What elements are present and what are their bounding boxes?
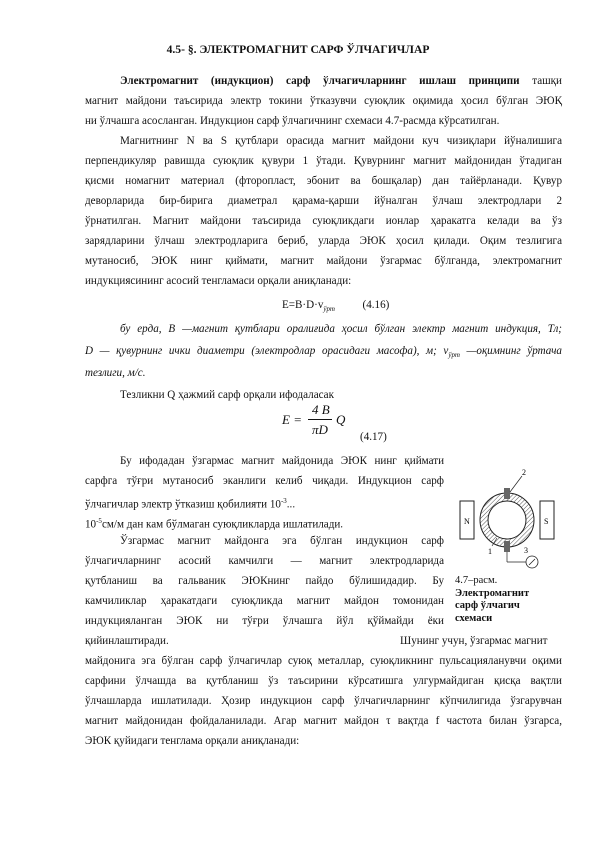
velocity-subscript: ўрт [448,351,460,360]
formula-4-17-lhs: E = [282,412,302,427]
paragraph-2-line: зарядларини ўлчаш электродларига бериб, уларда ЭЮК ҳосил қилади. Оқим тезлигига [85,235,562,247]
paragraph-5-line [85,514,343,532]
paragraph-5-line-4-text: см/м дан кам бўлмаган суюқликларда ишлатилади. [101,518,344,531]
paragraph-5-ellipsis: ... [286,498,296,511]
paragraph-2-line: мутаносиб, ЭЮК нинг қиймати, магнит майдони ўзгармас бўлганда, электромагнит [85,255,562,267]
caption-line: схемаси [455,612,493,624]
figure-caption [455,575,529,625]
label-3: 3 [524,546,528,555]
paragraph-1-line-3: ни ўлчашга асосланган. Индукцион сарф ўлчагичнинг схемаси 4.7-расмда кўрсатилган. [85,115,500,127]
label-s: S [544,517,549,526]
formula-4-17-numerator: 4 B [312,402,330,417]
formula-4-16-number: (4.16) [362,299,390,311]
paragraph-5-line [85,494,295,512]
exponent-1: -3 [280,497,287,505]
paragraph-2-line: перпендикуляр равишда суюқлик қувури 1 ўтади. Қувурнинг магнит майдонидан ўтадиган [85,155,562,167]
paragraph-5-line-3-text: ўлчагичлар электр ўтказиш қобилияти 10 [85,498,281,511]
paragraph-5-line: сарфга тўғри мутаносиб эканлиги келиб чиқади. Индукцион сарф [85,475,444,487]
pipe-bore [488,501,526,539]
section-heading: 4.5- §. ЭЛЕКТРОМАГНИТ САРФ ЎЛЧАГИЧЛАР [166,43,430,56]
paragraph-6-line: ўлчагичларнинг асосий камчилги — магнит электродларида [85,555,444,567]
paragraph-6-line: индукцияланган ЭЮК ни тўғри ўлчашга йўл қўймайди ёки [85,615,444,627]
paragraph-2-line: индукциясининг асосий тенгламаси орқали аниқланади: [85,275,352,287]
paragraph-3-line-3: тезлиги, м/с. [85,367,146,379]
paragraph-5-line-4-pre: 10 [85,518,97,531]
paragraph-7-line: ўлчашларда ишлатилади. Ҳозир индукцион сарф ўлчагичларнинг кўпчилигида ўзгарувчан [85,695,562,707]
caption-number: 4.7–расм. [455,575,498,586]
flowmeter-diagram [452,466,562,576]
label-1: 1 [488,547,492,556]
caption-line: сарф ўлчагич [455,600,520,611]
paragraph-2-line: ўрнатилган. Магнит майдони таъсирида суюқликдаги ионлар ҳаракатга келади ва ўз [85,215,562,227]
paragraph-4: Тезликни Q ҳажмий сарф орқали ифодаласак [120,389,334,401]
paragraph-6-line: Ўзгармас магнит майдонга эга бўлган индукцион сарф [120,535,444,547]
paragraph-3-line-2 [85,344,562,362]
paragraph-6-line: камчиликлар ҳаракатдаги суюқликда магнит майдон томонидан [85,595,444,607]
formula-4-16-subscript: ўрт [323,305,335,314]
paragraph-1-line-2: магнит майдони таъсирида электр токини ўтказувчи суюқлик оқимида ҳосил бўлган ЭЮҚ [85,95,562,107]
paragraph-1-line-1 [120,74,562,88]
formula-4-17-q: Q [336,412,346,427]
paragraph-3-line-2-text: D — қувурнинг ички диаметри (электродлар орасидаги масофа), м; v [85,345,449,357]
paragraph-7-line: майдонига эга бўлган сарф ўлчагичлар суюқ металлар, суюқликнинг пульсацияланувчи оқими [85,655,562,667]
paragraph-5-line: Бу ифодадан ўзгармас магнит майдонида ЭЮК нинг қиймати [120,455,444,467]
paragraph-6-tail: Шунинг учун, ўзгармас магнит [400,635,548,647]
electrode-bottom [504,541,510,552]
principle-lead: Электромагнит (индукцион) сарф ўлчагичларнинг ишлаш принципи [120,75,520,87]
fraction-bar [308,419,332,420]
flowmeter-figure [452,466,562,576]
formula-4-17-number: (4.17) [360,431,387,443]
electrode-top [504,488,510,499]
paragraph-7-line: магнит майдонидан фойдаланилади. Агар магнит майдон τ вақтда f частота билан ўзгарса, [85,715,562,727]
paragraph-2-line: Магнитнинг N ва S қутблари орасида магнит майдони куч чизиқлари йўналишига [120,135,562,147]
principle-lead-rest: ташқи [519,75,562,87]
paragraph-3-line-1: бу ерда, B —магнит қутблари оралиғида ҳосил бўлган электр магнит индукция, Тл; [120,323,562,335]
label-2: 2 [522,468,526,477]
paragraph-6-line: қийинлаштиради. [85,635,169,647]
exponent-2: -5 [96,517,102,525]
paragraph-2-line: деворларида бир-бирига диаметрал қарама-қарши йўналган ўлчаш электродлари 2 [85,195,562,207]
label-n: N [464,517,470,526]
caption-line: Электромагнит [455,587,530,599]
formula-4-16 [282,298,389,316]
paragraph-3-line-2-tail: —оқимнинг ўртача [459,345,562,357]
paragraph-2-line: қисми номагнит материал (фторопласт, эбонит ва бошқалар) дан тайёрланади. Қувур [85,175,562,187]
formula-4-17-denominator: πD [312,422,328,437]
leader-line-2 [510,476,522,492]
paragraph-7-line: сарфини ўлчашда ва қутбланиш ўз таъсирини кўрсатишга улгурмайдиган қисқа вақтли [85,675,562,687]
formula-4-16-expression: E=B·D·v [282,299,324,311]
paragraph-7-line: ЭЮК қуйидаги тенглама орқали аниқланади: [85,735,300,747]
paragraph-6-line: қутбланиш ва гальваник ЭЮКнинг пайдо бўлишидадир. Бу [85,575,444,587]
